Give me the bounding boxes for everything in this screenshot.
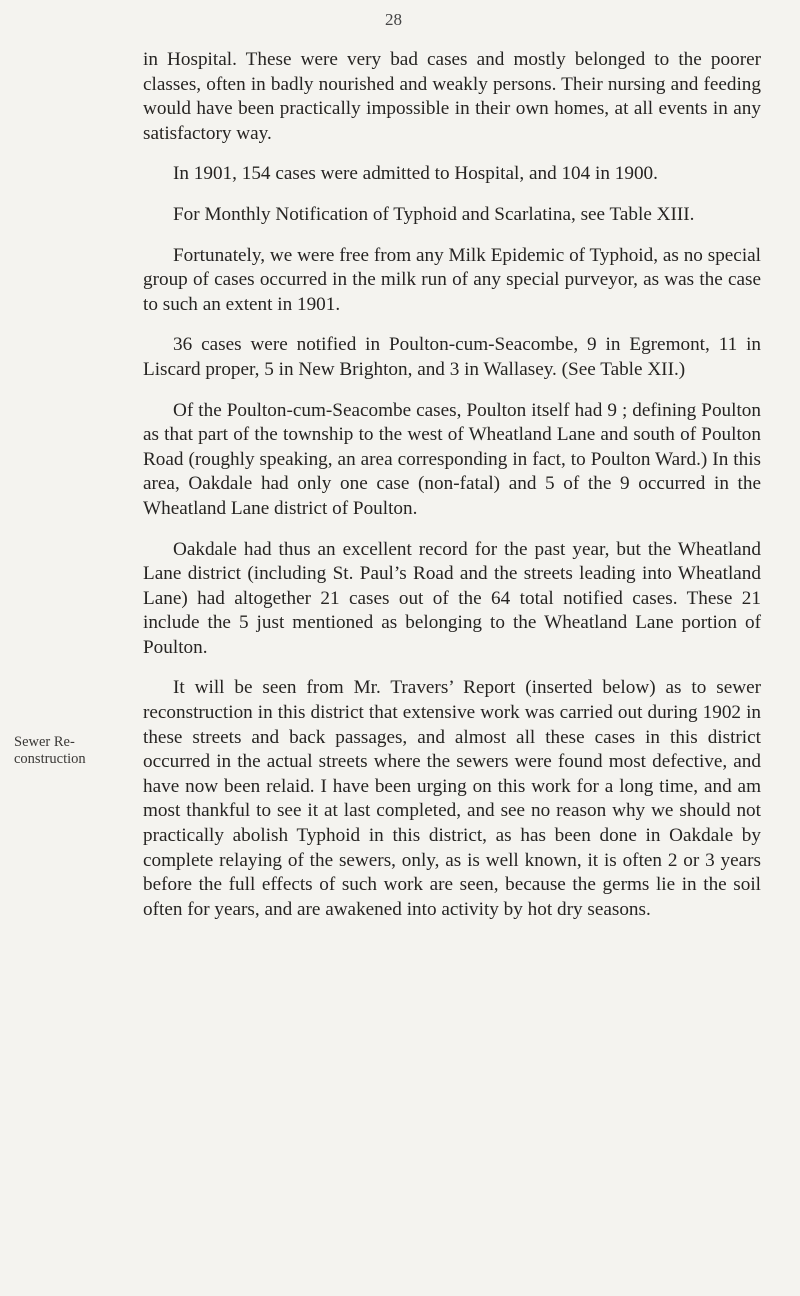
margin-note-line: Sewer Re- (14, 734, 75, 750)
margin-note-line: construction (14, 751, 86, 767)
paragraph-admissions: In 1901, 154 cases were admitted to Hospital, and 104 in 1900. (173, 163, 658, 185)
paragraph-cases-by-township: 36 cases were notified in Poulton-cum-Seacombe, 9 in Egremont, 11 in Liscard proper, 5 in New Brighton, and 3 in Wallasey. (See Table XII.) (143, 334, 761, 380)
body-text (143, 48, 761, 938)
paragraph-hospital-cases: in Hospital. These were very bad cases and mostly belonged to the poorer classes, often in badly nourished and weakly persons. Their nursing and feeding would have been practically impossible in their own homes, at all events in any satisfactory way. (143, 49, 761, 144)
paragraph-oakdale-record: Oakdale had thus an excellent record for the past year, but the Wheatland Lane district (including St. Paul’s Road and the streets leading into Wheatland Lane) had altogether 21 cases out of the 64 total notified cases. These 21 include the 5 just mentioned as belonging to the Wheatland Lane portion of Poulton. (143, 538, 761, 658)
paragraph-milk-epidemic: Fortunately, we were free from any Milk Epidemic of Typhoid, as no special group of cases occurred in the milk run of any special purveyor, as was the case to such an extent in 1901. (143, 244, 761, 315)
paragraph-sewer-reconstruction: It will be seen from Mr. Travers’ Report (inserted below) as to sewer reconstruction in this district that extensive work was carried out during 1902 in these streets and back passages, and almost all these cases in this district occurred in the actual streets where the sewers were found most defective, and have now been relaid. I have been urging on this work for a long time, and am most thankful to see it at last completed, and see no reason why we should not practically abolish Typhoid in this district, as has been done in Oakdale by complete relaying of the sewers, only, as is well known, it is often 2 or 3 years before the full effects of such work are seen, because the germs lie in the soil often for years, and are awakened into activity by hot dry seasons. (143, 677, 761, 920)
paragraph-monthly-notification: For Monthly Notification of Typhoid and Scarlatina, see Table XIII. (173, 203, 695, 225)
page-number: 28 (385, 10, 402, 29)
margin-note-sewer-reconstruction (14, 734, 136, 768)
paragraph-poulton-cases: Of the Poulton-cum-Seacombe cases, Poulton itself had 9 ; defining Poulton as that part of the township to the west of Wheatland Lane and south of Poulton Road (roughly speaking, an area corresponding in fact, to Poulton Ward.) In this area, Oakdale had only one case (non-fatal) and 5 of the 9 occurred in the Wheatland Lane district of Poulton. (143, 399, 761, 519)
